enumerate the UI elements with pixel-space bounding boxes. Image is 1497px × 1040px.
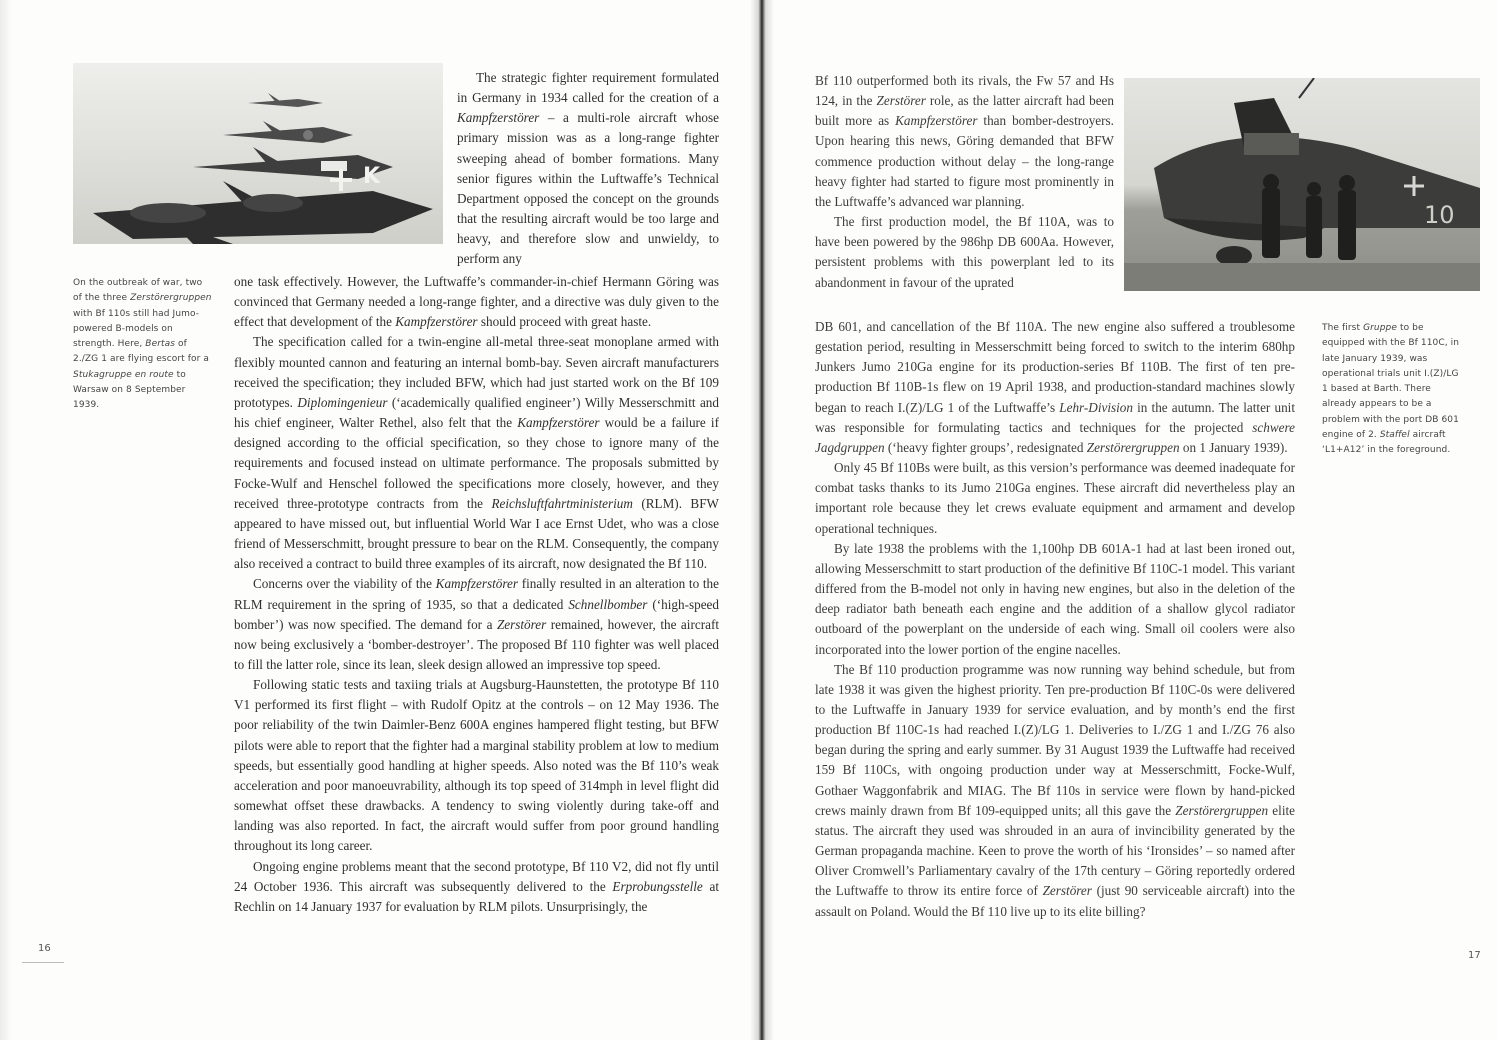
paragraph bbox=[815, 71, 1114, 212]
text-run: aircraft ‘L1+A12’ in the foreground. bbox=[1322, 430, 1451, 456]
paragraph bbox=[234, 574, 719, 675]
photo-bf110-formation bbox=[73, 63, 443, 244]
italic-text-run: Staffel bbox=[1379, 430, 1410, 441]
page-edge-shadow bbox=[0, 0, 12, 1040]
italic-text-run: Gruppe bbox=[1363, 323, 1398, 333]
text-run: The Bf 110 production programme was now running way behind schedule, but from late 1938 it was given the highest priority. Ten pre-production Bf 110C-0s were delivered to the Luftwaffe in January 1939 for service evaluation, and by month’s end the first production Bf 110C-1s had reached I.(Z)/LG 1. Deliveries to I./ZG 1 and I./ZG 76 also began during the spring and early summer. By 31 August 1939 the Luftwaffe had received 159 Bf 110Cs, with ongoing production under way at Messerschmitt, Focke-Wulf, Gothaer Waggonfabrik and MIAG. The Bf 110s in service were flown by hand-picked crews mainly drawn from Bf 109-equipped units; all this gave the bbox=[815, 661, 1295, 818]
text-run: – a multi-role aircraft whose primary mission was as a long-range fighter sweeping ahead of bomber formations. Many senior figures within the Luftwaffe’s Technical Department opposed the concept on the grounds that the resulting aircraft would be too large and heavy, and therefore slow and unwieldy, to perform any bbox=[457, 110, 719, 267]
italic-text-run: Kampfzerstörer bbox=[457, 110, 540, 126]
aircraft-number-marking: 10 bbox=[1424, 201, 1455, 229]
italic-text-run: Zerstörergruppen bbox=[1175, 802, 1269, 818]
aircraft-code-marking: K bbox=[363, 164, 381, 189]
text-run: elite status. The aircraft they used was shrouded in an aura of invincibility generated by the German propaganda machine. Keen to prove the worth of his ‘Ironsides’ – so named after Oliver Cromwell’s Parliamentary cavalry of the 17th century – Göring reportedly ordered the Luftwaffe to throw its entire force of bbox=[815, 802, 1295, 899]
paragraph bbox=[234, 332, 719, 574]
intro-paragraph-text bbox=[457, 68, 719, 270]
text-run: The first bbox=[1322, 323, 1364, 333]
right-body-text bbox=[815, 317, 1295, 922]
aircraft-formation-illustration bbox=[73, 63, 443, 244]
italic-text-run: Zerstörer bbox=[1042, 883, 1092, 899]
text-run: Concerns over the viability of the bbox=[253, 576, 436, 592]
italic-text-run: Kampfzerstörer bbox=[517, 415, 600, 431]
text-run: (‘academically qualified engineer’) Willy Messerschmitt and his chief engineer, Walter Rethel, also felt that the bbox=[234, 394, 719, 431]
text-run: than bomber-destroyers. Upon hearing this news, Göring demanded that BFW commence production without delay – the long-range heavy fighter had started to figure most prominently in the Luftwaffe’s advanced war planning. bbox=[815, 113, 1114, 209]
text-run: The first production model, the Bf 110A, was to have been powered by the 986hp DB 600Aa. However, persistent problems with this powerplant led to its abandonment in favour of the uprated bbox=[815, 214, 1114, 290]
text-run: on 1 January 1939). bbox=[1179, 439, 1288, 455]
text-run: Following static tests and taxiing trials at Augsburg-Haunstetten, the prototype Bf 110 V1 performed its first flight – with Rudolf Opitz at the controls – on 12 May 1936. The poor reliability of the twin Daimler-Benz 600A engines hampered flight testing, but BFW pilots were able to report that the fighter had a marginal stability problem at low to medium speeds, but essentially good handling at higher speeds. Also noted was the Bf 110’s weak acceleration and poor manoeuvrability, although its top speed of 314mph in level flight did somewhat offset these drawbacks. A tendency to swing violently during take-off and landing was also reported. In fact, the aircraft would suffer from poor ground handling throughout its long career. bbox=[234, 677, 719, 854]
text-run: The specification called for a twin-engine all-metal three-seat monoplane armed with flexibly mounted cannon and featuring an internal bomb-bay. Seven aircraft manufacturers received the specification; they included BFW, which had just started work on the Bf 109 prototypes. bbox=[234, 334, 719, 410]
italic-text-run: Zerstörergruppen bbox=[1086, 439, 1180, 455]
paragraph bbox=[815, 539, 1295, 660]
paragraph bbox=[234, 675, 719, 856]
left-body-text bbox=[234, 272, 719, 917]
italic-text-run: Kampfzerstörer bbox=[395, 314, 478, 330]
italic-text-run: Zerstörer bbox=[876, 93, 926, 109]
italic-text-run: Kampfzerstörer bbox=[895, 113, 978, 129]
left-intro-paragraph bbox=[457, 68, 719, 270]
aircraft-on-ground-illustration bbox=[1124, 78, 1480, 291]
text-run: should proceed with great haste. bbox=[477, 314, 652, 330]
right-photo-caption bbox=[1322, 321, 1462, 459]
text-run: role, as the latter aircraft had been built more as bbox=[815, 93, 1114, 129]
italic-text-run: Zerstörergruppen bbox=[130, 293, 212, 304]
italic-text-run: Kampfzerstörer bbox=[435, 576, 518, 592]
italic-text-run: Stukagruppe en route bbox=[73, 369, 174, 380]
italic-text-run: Zerstörer bbox=[496, 616, 547, 632]
text-run: would be a failure if designed according to the official specification, so they chose to ignore many of the requirements and focused instead on ultimate performance. The proposals submitted by Focke-Wulf and Henschel followed the specifications more closely, however, and they received three-prototype contracts from the bbox=[234, 415, 719, 511]
italic-text-run: Schnellbomber bbox=[568, 596, 648, 612]
text-run: at Rechlin on 14 January 1937 for evaluation by RLM pilots. Unsurprisingly, the bbox=[234, 878, 719, 914]
paragraph bbox=[815, 212, 1114, 293]
left-footer-rule bbox=[22, 962, 64, 963]
right-intro-text bbox=[815, 71, 1114, 293]
text-run: to Warsaw on 8 September 1939. bbox=[73, 369, 186, 411]
book-gutter bbox=[750, 0, 774, 1040]
italic-text-run: Erprobungsstelle bbox=[612, 878, 703, 894]
italic-text-run: Bertas bbox=[145, 339, 176, 350]
italic-text-run: Reichsluftfahrtministerium bbox=[491, 495, 633, 511]
text-run: in the autumn. The latter unit was responsible for formulating tactics and techniques for the projected bbox=[815, 399, 1295, 435]
text-run: of 2./ZG 1 are flying escort for a bbox=[73, 339, 210, 365]
italic-text-run: Lehr-Division bbox=[1059, 399, 1133, 415]
text-run: one task effectively. However, the Luftwaffe’s commander-in-chief Hermann Göring was convinced that Germany needed a long-range fighter, and a directive was duly given to the effect that development of the bbox=[234, 274, 719, 330]
text-run: with Bf 110s still had Jumo-powered B-models on strength. Here, bbox=[73, 308, 200, 350]
paragraph bbox=[234, 857, 719, 917]
paragraph bbox=[815, 458, 1295, 539]
text-run: finally resulted in an alteration to the RLM requirement in the spring of 1935, so that a dedicated bbox=[234, 576, 719, 612]
text-run: Only 45 Bf 110Bs were built, as this version’s performance was deemed inadequate for combat tasks thanks to its Jumo 210Ga engines. These aircraft did nevertheless play an important role because they let crews evaluate equipment and armament and develop operational techniques. bbox=[815, 460, 1295, 536]
italic-text-run: Diplomingenieur bbox=[297, 394, 388, 410]
text-run: DB 601, and cancellation of the Bf 110A. The new engine also suffered a troublesome gestation period, resulting in Messerschmitt being forced to switch to the interim 680hp Junkers Jumo 210Ga engine for its production-series Bf 110B. The first of ten pre-production Bf 110B-1s flew on 19 April 1938, and production-standard machines slowly began to reach I.(Z)/LG 1 of the Luftwaffe’s bbox=[815, 319, 1295, 415]
left-photo-caption bbox=[73, 276, 213, 414]
text-run: On the outbreak of war, two of the three bbox=[73, 278, 203, 304]
text-run: Ongoing engine problems meant that the second prototype, Bf 110 V2, did not fly until 24 October 1936. This aircraft was subsequently delivered to the bbox=[234, 858, 719, 894]
paragraph bbox=[815, 317, 1295, 458]
text-run: By late 1938 the problems with the 1,100hp DB 601A-1 had at last been ironed out, allowing Messerschmitt to start production of the definitive Bf 110C-1 model. This variant differed from the B-model not only in having new engines, but also in the deletion of the deep radiator bath beneath each engine and the addition of a shallow glycol radiator outboard of the powerplant on the underside of each wing. Small oil coolers were also incorporated into the lower portion of the engine nacelles. bbox=[815, 540, 1295, 657]
text-run: to be equipped with the Bf 110C, in late January 1939, was operational trials unit I.(Z)/LG 1 based at Barth. There already appears to be a problem with the port DB 601 engine of 2. bbox=[1322, 323, 1460, 441]
italic-text-run: schwere Jagdgruppen bbox=[815, 419, 1295, 455]
paragraph bbox=[815, 660, 1295, 922]
paragraph bbox=[234, 272, 719, 332]
photo-bf110-ground-crew bbox=[1124, 78, 1480, 291]
text-run: (‘high-speed bomber’) was now specified. The demand for a bbox=[234, 596, 719, 632]
text-run: The strategic fighter requirement formulated in Germany in 1934 called for the creation of a bbox=[457, 70, 719, 106]
left-page-number: 16 bbox=[38, 943, 51, 954]
right-page-number: 17 bbox=[1468, 950, 1481, 961]
text-run: (just 90 serviceable aircraft) into the assault on Poland. Would the Bf 110 live up to its elite billing? bbox=[815, 883, 1295, 919]
text-run: Bf 110 outperformed both its rivals, the Fw 57 and Hs 124, in the bbox=[815, 73, 1114, 109]
text-run: (RLM). BFW appeared to have missed out, but influential World War I ace Ernst Udet, who was a close friend of Messerschmitt, brought pressure to bear on the RLM. Consequently, the company also received a contract to build three examples of its aircraft, now designated the Bf 110. bbox=[234, 495, 719, 572]
text-run: (‘heavy fighter groups’, redesignated bbox=[884, 439, 1087, 455]
text-run: remained, however, the aircraft now being exclusively a ‘bomber-destroyer’. The proposed Bf 110 fighter was well placed to fill the latter role, since its lean, sleek design allowed an impressive top speed. bbox=[234, 616, 719, 672]
